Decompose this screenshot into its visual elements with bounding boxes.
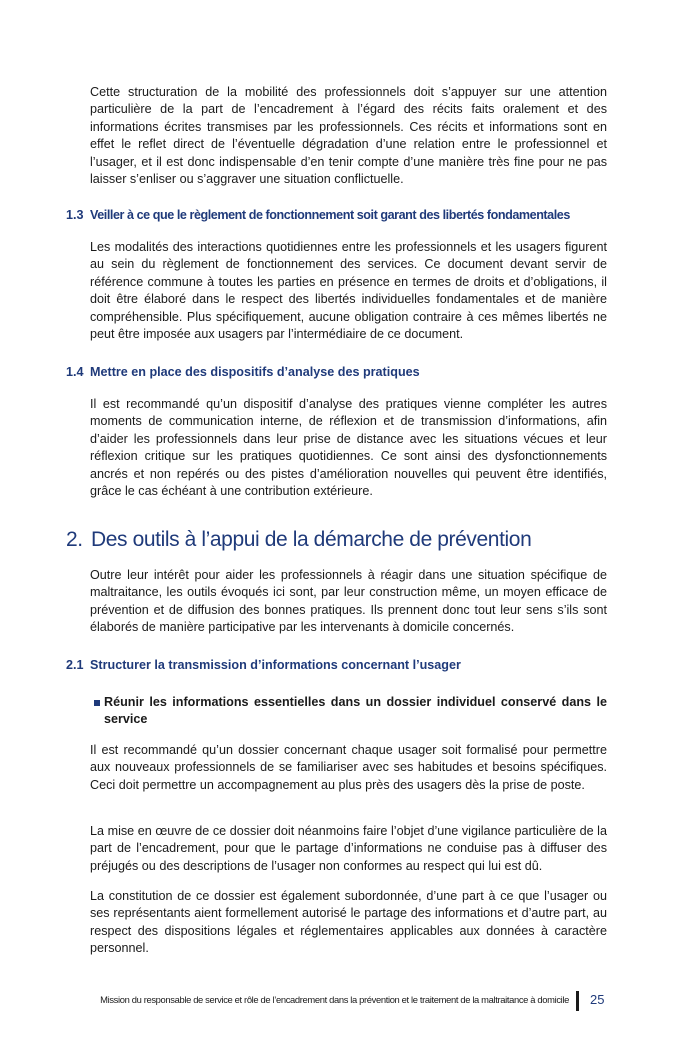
- section-title: Structurer la transmission d’informations concernant l’usager: [90, 658, 461, 672]
- paragraph-file-vigilance: La mise en œuvre de ce dossier doit néanmoins faire l’objet d’une vigilance particulière de la part de l’encadrement, pour que le partage d’informations ne conduise pas à diffuser des préjugés ou des descriptions de l’usager non conformes au respect qui lui est dû.: [90, 824, 607, 873]
- section-heading-1-3: [66, 207, 626, 224]
- section-title: Mettre en place des dispositifs d’analyse des pratiques: [90, 365, 420, 379]
- bullet-text: Réunir les informations essentielles dans un dossier individuel conservé dans le service: [104, 695, 607, 727]
- section-title: Veiller à ce que le règlement de fonctionnement soit garant des libertés fondamentales: [90, 208, 570, 222]
- chapter-heading-2: [66, 526, 531, 554]
- section-heading-1-4: [66, 364, 626, 381]
- section-heading-2-1: [66, 657, 626, 674]
- footer-running-title: Mission du responsable de service et rôle de l’encadrement dans la prévention et le traitement de la maltraitance à domicile: [100, 994, 569, 1005]
- footer-divider: [576, 991, 579, 1011]
- chapter-number: 2.: [66, 528, 83, 551]
- paragraph-tools-intro: Outre leur intérêt pour aider les professionnels à réagir dans une situation spécifique de maltraitance, les outils évoqués ici sont, par leur construction même, un moyen efficace de prévention et de diffusion des bonnes pratiques. Ils prennent donc tout leur sens s’ils sont élaborés de manière participative par les intervenants à domicile concernés.: [90, 568, 607, 635]
- paragraph-rules-of-operation: Les modalités des interactions quotidiennes entre les professionnels et les usagers figurent au sein du règlement de fonctionnement des services. Ce document devant servir de référence commune à toutes les parties en présence en termes de droits et d’obligations, il doit être élaboré dans le respect des libertés individuelles fondamentales et de manière compréhensible. Plus spécifiquement, aucune obligation contraire à ces mêmes libertés ne peut être imposée aux usagers par l’intermédiaire de ce document.: [90, 240, 607, 342]
- page-number: 25: [590, 992, 605, 1007]
- section-number: 1.4: [66, 365, 84, 379]
- section-number: 1.3: [66, 208, 84, 222]
- paragraph-mobility-structuring: Cette structuration de la mobilité des professionnels doit s’appuyer sur une attention particulière de la part de l’encadrement à l’égard des récits faits oralement et des informations écrites transmises par les professionnels. Ces récits et informations sont en effet le reflet direct de l’éventuelle dégradation d’une relation entre le professionnel et l’usager, et il est donc indispensable d’en tenir compte d’une manière très fine pour ne pas laisser s’enliser ou s’aggraver une situation conflictuelle.: [90, 85, 607, 187]
- chapter-title: Des outils à l’appui de la démarche de prévention: [91, 528, 532, 551]
- square-bullet-icon: [94, 700, 100, 706]
- bullet-item: [90, 694, 607, 729]
- paragraph-file-consent: La constitution de ce dossier est également subordonnée, d’une part à ce que l’usager ou ses représentants aient formellement autorisé le partage des informations et d’autre part, au respect des dispositions légales et réglementaires applicables aux données à caractère personnel.: [90, 889, 607, 956]
- section-number: 2.1: [66, 658, 84, 672]
- paragraph-user-file: Il est recommandé qu’un dossier concernant chaque usager soit formalisé pour permettre aux nouveaux professionnels de se familiariser avec ses habitudes et besoins spécifiques. Ceci doit permettre un accompagnement au plus près des usagers dès la prise de poste.: [90, 743, 607, 792]
- paragraph-practice-analysis: Il est recommandé qu’un dispositif d’analyse des pratiques vienne compléter les autres moments de communication interne, de réflexion et de transmission d’informations, afin d’aider les professionnels dans leur prise de distance avec les situations vécues et leur réflexion critique sur les pratiques quotidiennes. Ce sont ainsi des dysfonctionnements ancrés et non repérés ou des pistes d’amélioration nouvelles qui peuvent être identifiés, grâce le cas échéant à une contribution extérieure.: [90, 397, 607, 499]
